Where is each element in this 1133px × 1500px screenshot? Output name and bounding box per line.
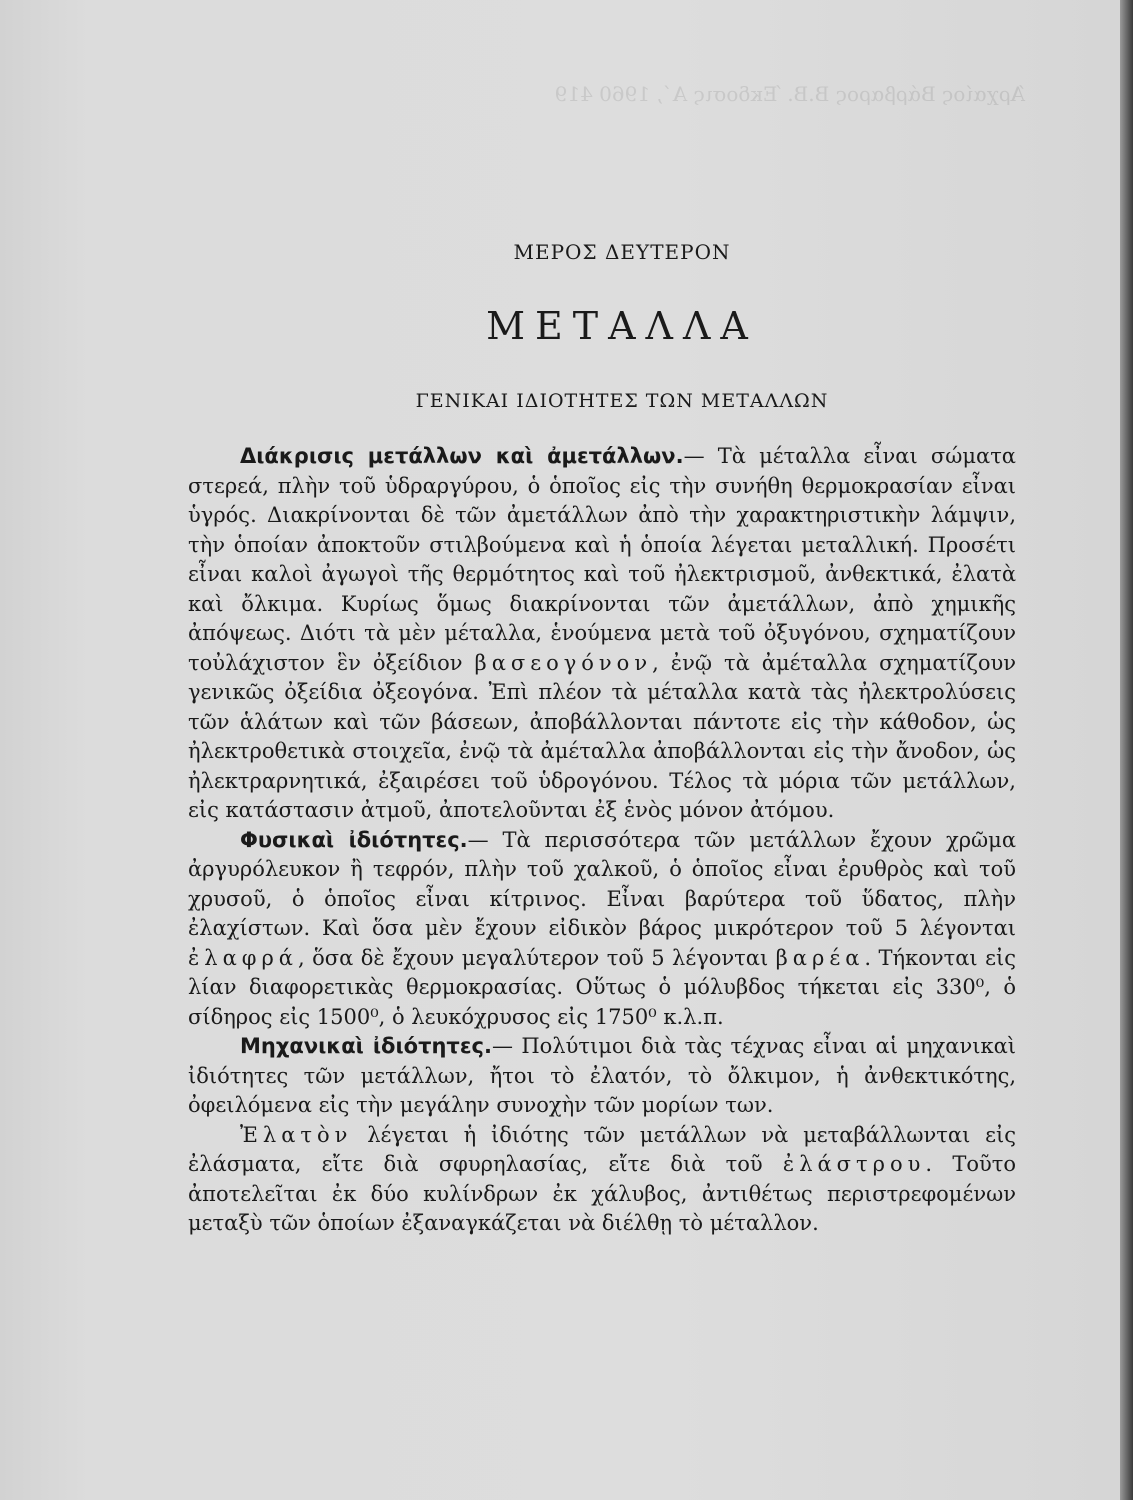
part-heading: ΜΕΡΟΣ ΔΕΥΤΕΡΟΝ <box>513 240 731 264</box>
paragraph-text: — Τὰ περισσότερα τῶν μετάλλων ἔχουν χρῶμα ἀργυρόλευκον ἢ τεφρόν, πλὴν τοῦ χαλκοῦ, ὁ ὁποῖος εἶναι ἐρυθρὸς καὶ τοῦ χρυσοῦ, ὁ ὁποῖος εἶναι κίτρινος. Εἶναι βαρύτερα τοῦ ὕδατος, πλὴν ἐλαχίστων. Καὶ ὅσα μὲν ἔχουν εἰδικὸν βάρος μικρότερον τοῦ 5 λέγονται <box>188 827 1017 940</box>
paragraph-text: , ὅσα δὲ ἔχουν μεγαλύτερον τοῦ 5 λέγονται <box>298 945 776 970</box>
paragraph-physical-properties <box>188 826 1016 1033</box>
paragraph-text: , ἐνῷ τὰ ἀμέταλλα σχηματίζουν γενικῶς ὀξείδια ὀξεογόνα. Ἐπὶ πλέον τὰ μέταλλα κατὰ τὰς ἠλεκτρολύσεις τῶν ἁλάτων καὶ τῶν βάσεων, ἀποβάλλονται πάντοτε εἰς τὴν κάθοδον, ὡς ἠλεκτροθετικὰ στοιχεῖα, ἐνῷ τὰ ἀμέταλλα ἀποβάλλονται εἰς τὴν ἄνοδον, ὡς ἠλεκτραρνητικά, ἐξαιρέσει τοῦ ὑδρογόνου. Τέλος τὰ μόρια τῶν μετάλλων, εἰς κατάστασιν ἀτμοῦ, ἀποτελοῦνται ἐξ ἑνὸς μόνον ἀτόμου. <box>188 650 1016 822</box>
paragraph-text: λέγεται ἡ ἰδιότης τῶν μετάλλων νὰ μεταβάλλωνται εἰς ἐλάσματα, εἴτε διὰ σφυρηλασίας, εἴτε διὰ τοῦ <box>188 1122 1016 1176</box>
paragraph-text: — Τὰ μέταλλα εἶναι σώματα στερεά, πλὴν τοῦ ὑδραργύρου, ὁ ὁποῖος εἰς τὴν συνήθη θερμοκρασίαν εἶναι ὑγρός. Διακρίνονται δὲ τῶν ἀμετάλλων ἀπὸ τὴν χαρακτηριστικὴν λάμψιν, τὴν ὁποίαν ἀποκτοῦν στιλβούμενα καὶ ἡ ὁποία λέγεται μεταλλική. Προσέτι εἶναι καλοὶ ἀγωγοὶ τῆς θερμότητος καὶ τοῦ ἠλεκτρισμοῦ, ἀνθεκτικά, ἐλατὰ καὶ ὄλκιμα. Κυρίως ὅμως διακρίνονται τῶν ἀμετάλλων, ἀπὸ χημικῆς ἀπόψεως. Διότι τὰ μὲν μέταλλα, ἑνούμενα μετὰ τοῦ ὀξυγόνου, σχηματίζουν τοὐλάχιστον ἓν ὀξείδιον <box>188 444 1016 675</box>
paragraph-text: — Πολύτιμοι διὰ τὰς τέχνας εἶναι αἱ μηχανικαὶ ἰδιότητες τῶν μετάλλων, ἤτοι τὸ ἐλατόν, τὸ ὄλκιμον, ἡ ἀνθεκτικότης, ὀφειλόμενα εἰς τὴν μεγάλην συνοχὴν τῶν μορίων των. <box>188 1034 1016 1117</box>
paragraph-text: . Τοῦτο ἀποτελεῖται ἐκ δύο κυλίνδρων ἐκ χάλυβος, ἀντιθέτως περιστρεφομένων μεταξὺ τῶν ὁποίων ἐξαναγκάζεται νὰ διέλθῃ τὸ μέταλλον. <box>188 1152 1016 1235</box>
emphasized-term: ἐλάστρου <box>782 1152 926 1176</box>
page-content <box>188 230 1016 1239</box>
paragraph-heading: Διάκρισις μετάλλων καὶ ἀμετάλλων. <box>240 444 684 468</box>
section-subtitle: ΓΕΝΙΚΑΙ ΙΔΙΟΤΗΤΕΣ ΤΩΝ ΜΕΤΑΛΛΩΝ <box>415 390 829 412</box>
paragraph-mechanical-properties <box>188 1032 1016 1121</box>
page-edge-shadow <box>1120 0 1133 1500</box>
emphasized-term: ἐλαφρά <box>188 945 298 970</box>
emphasized-term: βασεογόνον <box>474 650 653 675</box>
emphasized-term: Ἐλατὸν <box>240 1122 353 1147</box>
bleed-through-running-head: Άρχαίος Βάρβαρος Β.Β. Έκδοσις Α΄, 1960 419 <box>554 82 1025 106</box>
paragraph-text: . Τήκονται εἰς λίαν διαφορετικὰς θερμοκρασίας. Οὕτως ὁ μόλυβδος τήκεται εἰς 330⁰, ὁ σίδηρος εἰς 1500⁰, ὁ λευκόχρυσος εἰς 1750⁰ κ.λ.π. <box>188 945 1016 1029</box>
main-title: ΜΕΤΑΛΛΑ <box>486 304 758 348</box>
paragraph-heading: Φυσικαὶ ἰδιότητες. <box>240 827 468 852</box>
emphasized-term: βαρέα <box>775 945 865 970</box>
paragraph-distinction <box>188 442 1016 826</box>
paragraph-heading: Μηχανικαὶ ἰδιότητες. <box>240 1034 492 1058</box>
paragraph-malleability <box>188 1121 1016 1239</box>
